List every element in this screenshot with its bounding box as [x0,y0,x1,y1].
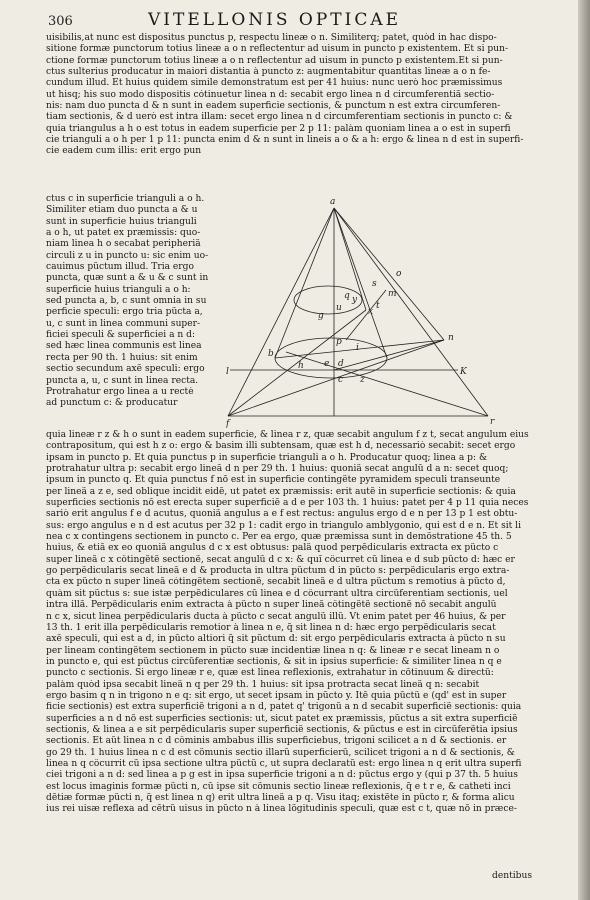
text-line: ciei trigoni a n d: sed linea a p g est in ipsa superficie trigoni a n d: pũctus ergo y (qui p 37 th. 5 huius [46,770,518,781]
label-K: K [460,367,467,377]
text-line: per lineam contingẽtem sectionem in pũcto suæ incidentiæ linea n q: & lineæ r e secat lineam n o [46,645,500,656]
text-line: cauimus pũctum illud. Tria ergo [46,262,194,273]
body-text-bottom [46,430,530,816]
text-line: n c x, sicut linea perpẽdicularis ducta à pũcto c secat angulũ illũ. Vt enim patet per 46 huius, & per [46,611,506,622]
text-line: cundum illud. Et huius quidem simile demonstratum est per 41 huius: nunc uerò hoc præmissimus [46,78,503,89]
label-r: r [490,417,495,427]
label-a: a [330,197,336,207]
figure-labels [226,197,495,429]
text-line: cta ex pũcto n super lineã cótingẽtem sectionẽ, secabit lineã e d ultra pũctum s remotius à pũcto d, [46,577,506,588]
label-c: c [338,375,344,385]
label-q: q [344,291,350,301]
text-line: superficies sectionis nõ est erecta super superficiẽ a d e per 103 th. 1 huius: patet per 4 p 11 quia neces [46,498,529,509]
text-line: quàm sit pũctus s: sue istæ perpẽdiculares cũ linea e d côcurrant ultra circũferentiam sectionis, uel [46,588,508,599]
text-line: ergo basim q n in trigono n e q: sit ergo, ut secet ipsam in pũcto y. Itẽ quia pũctũ e (qd' est in super [46,690,507,701]
geometric-figure [226,190,526,430]
text-line: sunt in superficie huius trianguli [46,216,197,227]
left-column-text [46,194,224,410]
label-m: m [388,289,397,299]
catchword: dentibus [492,871,532,881]
label-p: p [336,337,342,347]
text-line: perficie speculi: ergo tria pũcta a, [46,307,203,318]
text-line: superficies a n d nõ est superficies sectionis: ut, sicut patet ex præmissis, pũctus a sit extra superficiẽ [46,713,518,724]
ray-t-b [286,352,488,416]
text-line: niam linea h o secabat peripheriã [46,239,201,250]
text-line: ut hisq; his suo modo dispositis cótinuetur linea n d: secabit ergo linea n d circumferentiã sectio- [46,89,495,100]
text-line: protrahatur ultra p: secabit ergo lineã d n per 29 th. 1 huius: quoniã secat angulũ d a n: secet quoq; [46,464,509,475]
text-line: intra illã. Perpẽdicularis enim extracta à pũcto n super lineã côtingẽtẽ sectionẽ nõ secabit angulũ [46,600,497,611]
cone-edge-right [334,208,488,416]
text-line: cie eadem cum illis: erit ergo pun [46,146,202,157]
text-line: huius, & etiã ex eo quoniã angulus d c x est obtusus: palã quod perpẽdicularis extracta ex pũcto c [46,543,499,554]
text-line: sectionis. Et aũt linea n c d côminis ambabus illis superficiebus, trigoni scilicet a n d & sectionis. er [46,736,507,747]
text-line: est locus imaginis formæ pũcti n, cũ ipse sit cõmunis sectio lineæ reflexionis, q̃ e t r e, & catheti inci [46,781,511,792]
text-line: ficiei speculi & superficiei a n d: [46,330,196,341]
text-line: in puncto e, qui est pũctus circũferentiæ sectionis, & sit in ipsius superficie: & similiter linea n q e [46,656,502,667]
text-line: uisibilis,at nunc est dispositus punctus p, respectu lineæ o n. Similiterq; patet, quòd in hac dispo- [46,33,497,43]
text-line: 13 th. 1 erit illa perpẽdicularis remotior à linea n e, q̃ sit linea n d: hæc ergo perpẽdicularis secat [46,622,496,633]
text-line: sed puncta a, b, c sunt omnia in su [46,296,207,307]
text-line: ctione formæ punctorum totius lineæ a o n reflectentur ad uisum in puncto p existentem.Et si pun- [46,55,503,66]
text-line: super lineã c x côtingẽtẽ sectionẽ, secat angulũ d c x: & quĩ côcurret cũ linea e d sub pũcto d: hæc er [46,554,515,565]
text-line: puncta, quæ sunt a & u & c sunt in [46,273,209,284]
text-line: recta per 90 th. 1 huius: sit enim [46,352,198,363]
text-line: Similiter etiam duo puncta a & u [46,205,198,216]
text-line: quia triangulus a h o est totus in eadem superficie per 2 p 11: palàm quoniam linea a o est in superfi [46,123,511,134]
ray-a-n [334,208,444,340]
text-line: nis: nam duo puncta d & n sunt in eadem superficie sectionis, & punctum n est extra circumferen- [46,101,501,112]
text-line: sariò erit angulus f e d acutus, quoniã angulus a e f est rectus: angulus ergo d e n per 13 p 1 est obtu- [46,509,518,520]
text-line: puncto c sectionis. Si ergo lineæ r e, quæ est linea reflexionis, extrahatur in cõtinuum & directũ: [46,668,494,679]
text-line: circuli z u in puncto u: sic enim uo- [46,250,209,261]
running-title: VITELLONIS OPTICAE [148,10,402,30]
label-l: l [226,367,229,377]
text-line: ctus sulterius producatur in maiori distantia à puncto z: augmentabitur quantitas lineæ a o n fe- [46,67,491,78]
text-line: linea n q côcurrit cũ ipsa sectione ultra pũctũ c, ut supra declaratũ est: ergo linea n q erit ultra superfi [46,758,522,769]
label-g: g [318,311,324,321]
label-o: o [396,269,402,279]
text-line: axẽ speculi, qui est a d, in pũcto altiori q̃ sit pũctum d: sit ergo perpẽdicularis extracta à pũcto n su [46,634,506,645]
text-line: sitione formæ punctorum totius lineæ a o n reflectentur ad uisum in puncto p existentem. Et si pun- [46,44,509,55]
label-z: z [360,375,365,385]
text-line: nea c x contingens sectionem in puncto c. Per ea ergo, quæ præmissa sunt in demõstratione 45 th. 5 [46,532,512,543]
label-y: y [352,295,358,305]
label-s: s [372,279,377,289]
text-line: superficie huius trianguli a o h: [46,284,191,295]
label-e: e [324,359,330,369]
text-line: Protrahatur ergo linea a u rectè [46,386,194,397]
page-gutter [578,0,590,900]
text-line: puncta a, u, c sunt in linea recta. [46,375,199,386]
text-line: ctus c in superficie trianguli a o h. [46,194,205,204]
text-line: dẽtiæ formæ pũcti n, q̃ est linea n q) erit ultra lineã a p q. Visu itaq; existẽte in pũcto r, & forma alicu [46,793,515,803]
lower-ellipse [275,338,387,378]
text-line: a o h, ut patet ex præmissis: quo- [46,228,201,239]
page-header [48,10,520,32]
text-line: tiam sectionis, & d uerò est intra illam: secet ergo linea n d circumferentiam sectionis in puncto c: & [46,112,513,123]
label-n: n [448,333,454,343]
text-line: contrapositum, qui est h z o: ergo & basim illi subtensam, quæ est h d, necessariò secabit: secet ergo [46,441,516,452]
label-h: h [298,361,304,371]
text-line: cie trianguli a o h per 1 p 11: puncta enim d & n sunt in lineis a o & a h: ergo & linea n d est in superfi- [46,135,524,146]
text-line: ipsam in puncto p. Et quia punctus p in superficie trianguli a o h. Producatur quoq; linea a p: & [46,452,488,463]
text-line: palàm quòd ipsa secabit lineã n q per 29 th. 1 huius: sit ipsa protracta secat lineã q n: secabit [46,679,480,690]
text-line: u, c sunt in linea communi super- [46,318,201,329]
ray-c-n [334,340,444,370]
text-line: quia lineæ r z & h o sunt in eadem superficie, & linea r z, quæ secabit angulum f z t, secat angulum eius [46,430,529,440]
text-line: ipsum in puncto q. Et quia punctus f nõ est in superficie contingẽte pyramidem speculi transeunte [46,475,501,486]
ray-f-x [228,310,366,416]
body-text-top [46,33,530,158]
label-i: i [356,343,359,353]
cone-diagram [226,190,526,430]
label-d: d [338,359,344,369]
ray-a-x [334,208,366,310]
text-line: go perpẽdicularis secat lineã e d & producta in ultra pũctum d in pũcto s: perpẽdicularis ergo extra- [46,566,510,577]
text-line: ad punctum c: & producatur [46,398,178,409]
label-x: x [368,307,374,317]
text-line: ficie sectionis) est extra superficiẽ trigoni a n d, patet q' trigonũ a n d secabit superficiẽ sectionis: quia [46,702,522,713]
label-t: t [376,301,380,311]
label-f: f [226,419,230,429]
text-line: ius rei uisæ reflexa ad cẽtrũ uisus in pũcto n à linea lõgitudinis speculi, quæ est c t, quæ nõ in præce- [46,804,517,815]
text-line: sectio secundum axẽ speculi: ergo [46,364,205,375]
label-b: b [268,349,274,359]
text-line: sus: ergo angulus e n d est acutus per 32 p 1: cadit ergo in triangulo amblygonio, qui est d e n. Et sit li [46,520,522,531]
inner-cone-right [334,208,387,358]
text-line: sed hæc linea communis est linea [46,341,202,352]
inner-cone-left [275,208,334,358]
text-line: go 29 th. 1 huius linea n c d est cõmunis sectio illarũ superficierũ, scilicet trigoni a n d & sectionis, & [46,747,515,758]
text-line: per lineã a z e, sed oblique incidit eidẽ, ut patet ex præmissis: erit autẽ in superficie sectionis: & quia [46,486,516,497]
text-line: sectionis, & linea a e sit perpẽdicularis super superficiẽ sectionis, & pũctus e est in circũferẽtia ipsius [46,724,518,735]
page-number: 306 [48,14,73,29]
label-u: u [336,303,342,313]
